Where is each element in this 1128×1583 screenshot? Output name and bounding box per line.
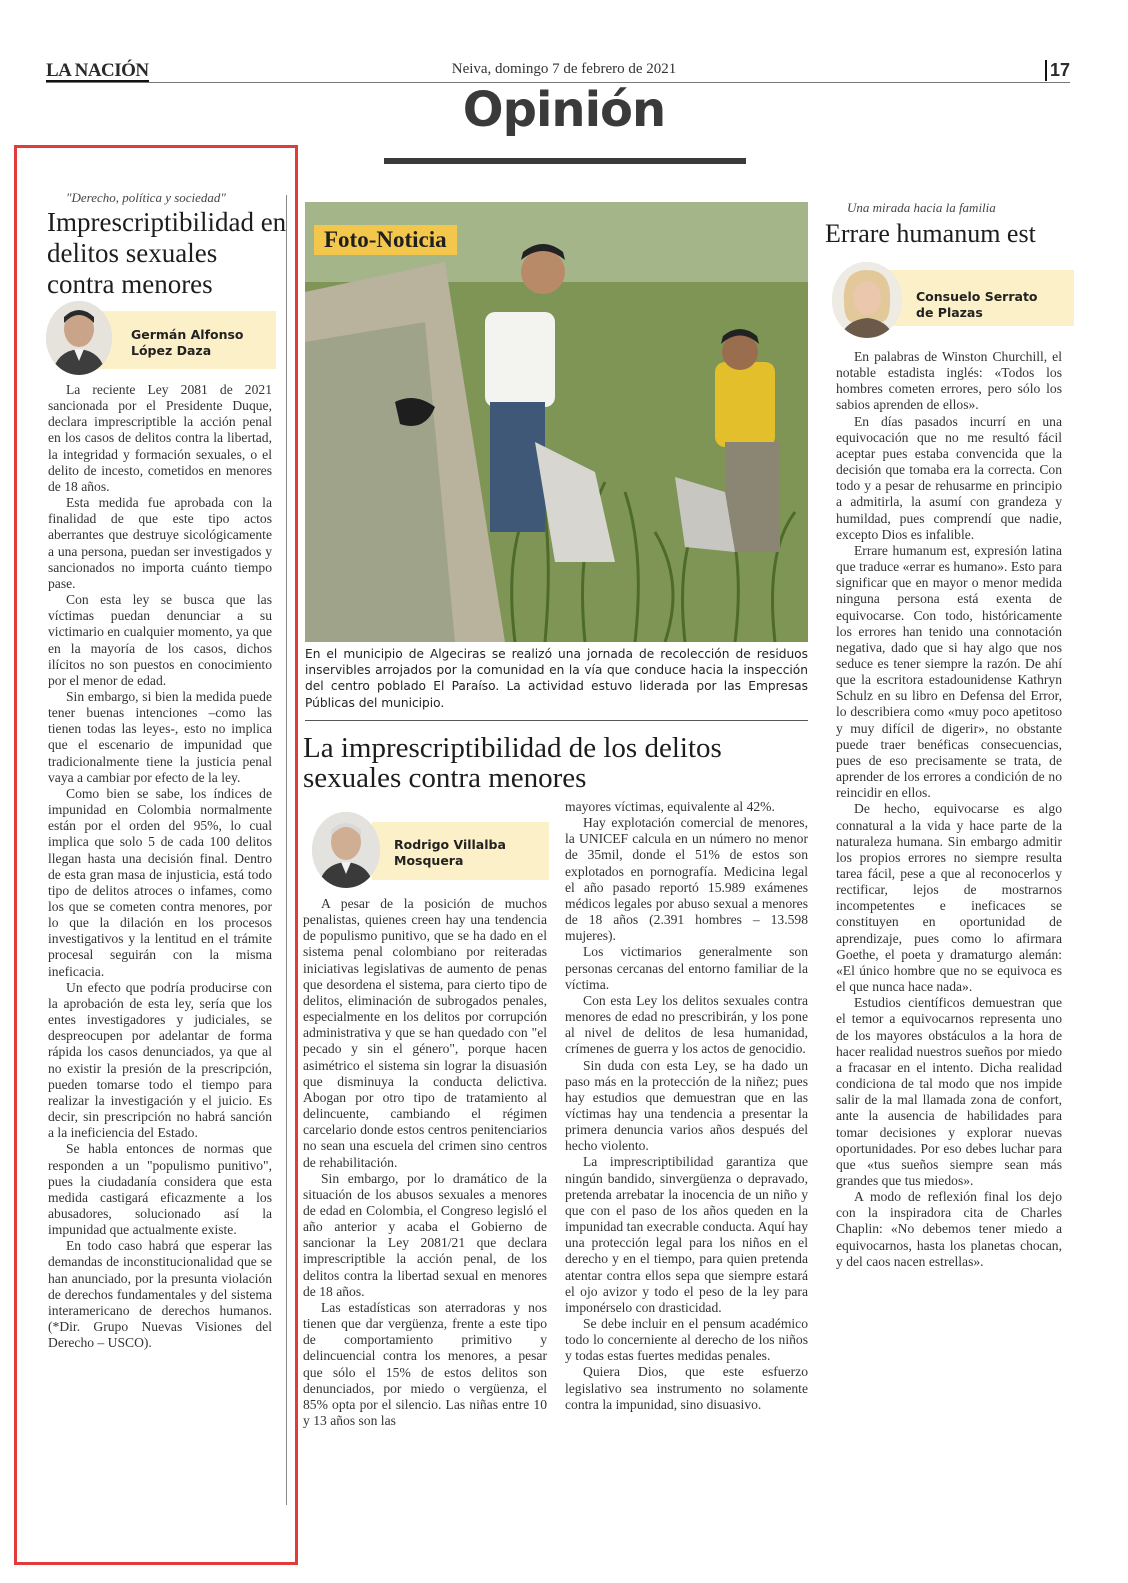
- person-icon: [832, 262, 902, 338]
- paragraph: En palabras de Winston Churchill, el notable estadista inglés: «Todos los hombres cometen errores, pero sólo los sabios aprenden de ellos».: [836, 349, 1062, 413]
- paragraph: La imprescriptibilidad garantiza que ningún bandido, sinvergüenza o depravado, pretenda arrebatar la inocencia de un niño y que con el paso de los años queden en la impunidad tan execrable conducta. Aquí hay una protección legal para los niños en el derecho y en el tiempo, para quien pretenda atentar contra ellos sepa que siempre estará el ojo avizor y todo el peso de la ley para imponérselo con drasticidad.: [565, 1154, 808, 1315]
- column-divider: [286, 195, 287, 1505]
- paragraph: Con esta ley se busca que las víctimas puedan denunciar a su victimario en cualquier momento, ya que en la mayoría de los casos, dichos ilícitos no son puestos en conocimiento por el menor de edad.: [48, 592, 272, 688]
- section-title: Opinión: [462, 82, 666, 138]
- paragraph: Con esta Ley los delitos sexuales contra menores de edad no prescribirán, y los pone al nivel de delitos de lesa humanidad, crímenes de guerra y los actos de genocidio.: [565, 992, 808, 1057]
- paragraph: A pesar de la posición de muchos penalistas, quienes creen hay una tendencia de populismo punitivo, que se ha dado en el sistema penal colombiano por reiteradas iniciativas legislativas de aumento de penas que desordena el sistema, para cierto tipo de delitos, eliminación de subrogados penales, especialmente en los delitos por corrupción administrativa y que se han quedado con "el pecado y sin el género", porque hacen asimétrico el sistema sin lograr la disuasión que disminuya la conducta delictiva. Abogan por otro tipo de tratamiento al delincuente, cambiando el régimen carcelario donde estos centros penitenciarios no sean una escuela del crimen sino centros de rehabilitación.: [303, 896, 547, 1170]
- paragraph: Esta medida fue aprobada con la finalidad de que este tipo actos aberrantes que destruye sicológicamente a una persona, puedan ser investigados y sancionados no importa cuánto tiempo pase.: [48, 495, 272, 591]
- center-article-headline: La imprescriptibilidad de los delitos sexuales contra menores: [303, 732, 722, 794]
- author-photo-villalba: [312, 812, 380, 888]
- paragraph: Un efecto que podría producirse con la aprobación de esta ley, sería que los entes investigadores y judiciales, se despreocupen por adelantar de forma rápida los casos denunciados, ya que al no existir la presión de la prescripción, pueden tomarse todo el tiempo para realizar la investigación y el juicio. Es decir, sin prescripción no habrá sanción a la ineficiencia del Estado.: [48, 979, 272, 1141]
- photo-news-tag: Foto-Noticia: [314, 225, 457, 255]
- paragraph: Sin embargo, si bien la medida puede tener buenas intenciones –como las tienen todas las leyes-, esto no implica que el escenario de impunidad que tradicionalmente tiene la justicia penal vaya a cambiar por efecto de la ley.: [48, 688, 272, 785]
- cleanup-scene-image: [305, 202, 808, 642]
- page-number: 17: [1045, 60, 1070, 81]
- paragraph: Estudios científicos demuestran que el temor a equivocarnos representa uno de los mayores obstáculos a la hora de hacer realidad nuestros sueños por miedo a fracasar en el intento. Dicha realidad condiciona de tal modo que nos impide salir de la mal llamada zona de confort, ante la ausencia de habilidades para tomar decisiones y explorar nuevas oportunidades. Por eso debes luchar para que «tus sueños siempre sean más grandes que tus miedos».: [836, 995, 1062, 1188]
- center-author-name-line2: Mosquera: [394, 853, 464, 868]
- left-article-body: [48, 382, 272, 1351]
- paragraph: Errare humanum est, expresión latina que traduce «errar es humano». Esto para significar que en mayor o menor medida ninguna persona está exenta de equivocarse. Con todo, históricamente los errores han tenido una connotación negativa, dado que si hay algo que nos seduce es tener siempre la razón. De ahí que la escritora estadounidense Kathryn Schulz en su libro en Defensa del Error, lo describiera como «muy poco apetitoso y muy difícil de digerir», no obstante puede traer benéficas consecuencias, pues de eso precisamente se trata, de aprender de los errores a condición de no reincidir en ellos.: [836, 542, 1062, 801]
- issue-date: Neiva, domingo 7 de febrero de 2021: [451, 61, 677, 77]
- paragraph: Sin embargo, por lo dramático de la situación de los abusos sexuales a menores de edad en Colombia, el Congreso legisló el año anterior y acaba el Gobierno de sancionar la Ley 2081/21 que declara imprescriptible la acción penal, de los delitos contra la libertad sexual en menores de 18 años.: [303, 1170, 547, 1299]
- paragraph: Los victimarios generalmente son personas cercanas del entorno familiar de la víctima.: [565, 944, 808, 992]
- paragraph: Quiera Dios, que este esfuerzo legislativo sea instrumento no solamente contra la impunidad, sino disuasivo.: [565, 1364, 808, 1412]
- paragraph: Sin duda con esta Ley, se ha dado un paso más en la protección de la niñez; pues hay estudios que demuestran que en las víctimas hay una tendencia a presentar la primera denuncia varios años después del hecho violento.: [565, 1057, 808, 1154]
- right-article-headline: Errare humanum est: [825, 219, 1036, 248]
- left-article-headline: Imprescriptibilidad en delitos sexuales contra menores: [47, 207, 287, 299]
- right-article-kicker: Una mirada hacia la familia: [847, 200, 996, 215]
- center-article-column-2: [565, 799, 808, 1413]
- author-photo-serrato: [832, 262, 902, 338]
- paragraph: Como bien se sabe, los índices de impunidad en Colombia normalmente están por el orden del 95%, lo cual implica que solo 5 de cada 100 delitos llegan hasta una decisión final. Dentro de esta gran masa de injusticia, está todo tipo de delitos atroces o infames, como los que se cometen contra menores, por lo que la dilación en los procesos investigativos y la lentitud en el trámite procesal seguirán con la misma ineficacia.: [48, 785, 272, 979]
- right-author-name-line1: Consuelo Serrato: [916, 289, 1038, 304]
- news-photo: [305, 202, 808, 642]
- center-article-column-1: [303, 896, 547, 1429]
- newspaper-logo: LA NACIÓN: [46, 60, 149, 81]
- photo-caption: En el municipio de Algeciras se realizó una jornada de recolección de residuos inservibles arrojados por la comunidad en la vía que conduce hacia la inspección del centro poblado El Paraíso. La actividad estuvo liderada por las Empresas Públicas del municipio.: [305, 647, 808, 710]
- paragraph: Hay explotación comercial de menores, la UNICEF calcula en un número no menor de 35mil, donde el 51% de estos son explotados en pornografía. Medicina legal el año pasado reportó 15.989 exámenes médicos legales por abuso sexual a menores de 18 años (2.391 hombres – 13.598 mujeres).: [565, 815, 808, 944]
- section-title-underline: [384, 158, 746, 164]
- caption-divider: [305, 720, 808, 721]
- paragraph: Se debe incluir en el pensum académico todo lo concerniente al derecho de los niños y todas estas fuertes medidas penales.: [565, 1316, 808, 1364]
- paragraph: A modo de reflexión final los dejo con la inspiradora cita de Charles Chaplin: «No debemos tener miedo a equivocarnos, hasta los planetas chocan, y del caos nacen estrellas».: [836, 1189, 1062, 1269]
- paragraph: De hecho, equivocarse es algo connatural a la vida y hace parte de la naturaleza humana. Sin embargo admitir los propios errores no siempre resulta tarea fácil, pese a que al reconocerlos y rectificar, lejos de mostrarnos incompetentes e ineficaces se constituyen en oportunidad de aprendizaje, pues como lo afirmara Goethe, el poeta y dramaturgo alemán: «El único hombre que no se equivoca es el que nunca hace nada».: [836, 801, 1062, 995]
- paragraph: Las estadísticas son aterradoras y nos tienen que dar vergüenza, frente a este tipo de comportamiento primitivo y delincuencial contra los menores, a pesar que sólo el 15% de estos delitos son denunciados, por miedo o vergüenza, el 85% opta por el silencio. Las niñas entre 10 y 13 años son las: [303, 1299, 547, 1428]
- person-icon: [46, 301, 112, 375]
- center-author-name-line1: Rodrigo Villalba: [394, 837, 506, 852]
- left-author-name-line2: López Daza: [131, 343, 212, 358]
- left-article-kicker: "Derecho, política y sociedad": [66, 190, 226, 205]
- paragraph: En todo caso habrá que esperar las demandas de inconstitucionalidad que se han anunciado, por la presunta violación de derechos fundamentales y del sistema interamericano de derechos humanos. (*Dir. Grupo Nuevas Visiones del Derecho – USCO).: [48, 1238, 272, 1351]
- paragraph: En días pasados incurrí en una equivocación que no me resultó fácil aceptar pues estaba convencida que la decisión que tomaba era la correcta. Con todo y a pesar de rehusarme en principio a admitirla, la asumí con grandeza y humildad, pues comprendí que nadie, excepto Dios es infalible.: [836, 413, 1062, 542]
- right-author-name-line2: de Plazas: [916, 305, 983, 320]
- author-photo-lopez-daza: [46, 301, 112, 375]
- person-icon: [312, 812, 380, 888]
- center-column-2-lead: mayores víctimas, equivalente al 42%.: [565, 799, 775, 814]
- paragraph: Se habla entonces de normas que responden a un "populismo punitivo", pues la ciudadanía considera que esta medida castigará eficazmente a los abusadores, solucionado así la impunidad que actualmente existe.: [48, 1141, 272, 1238]
- paragraph: La reciente Ley 2081 de 2021 sancionada por el Presidente Duque, declara imprescriptible la acción penal en los casos de delitos contra la libertad, la integridad y formación sexuales, o el delito de incesto, cometidos en menores de 18 años.: [48, 382, 272, 494]
- right-article-body: [836, 349, 1062, 1270]
- center-column-2-paragraphs: [565, 815, 808, 1413]
- left-author-name-line1: Germán Alfonso: [131, 327, 244, 342]
